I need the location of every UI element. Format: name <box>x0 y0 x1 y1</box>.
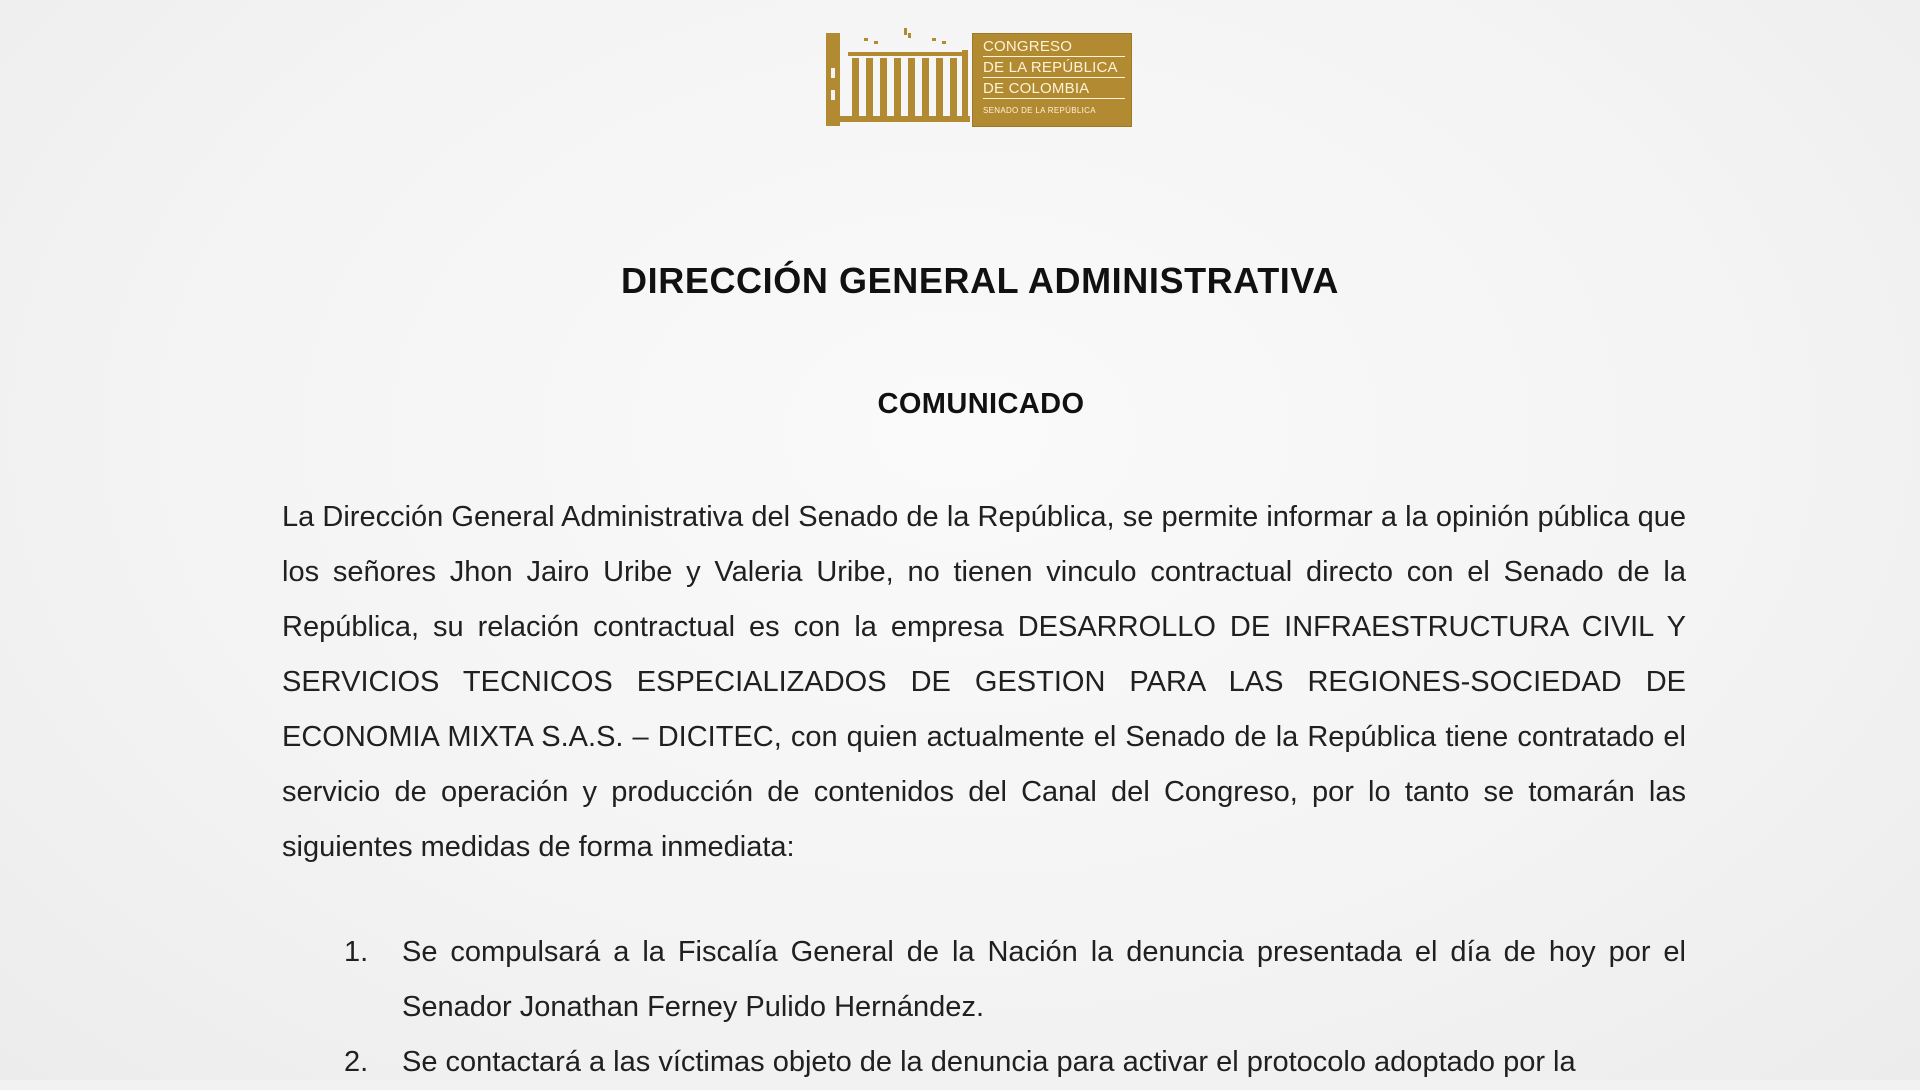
logo-line-congreso: CONGRESO <box>983 38 1073 55</box>
list-item-number: 2. <box>344 1046 369 1078</box>
communique-paragraph: La Dirección General Administrativa del Senado de la República, se permite informar a la opinión pública que los señores Jhon Jairo Uribe y Valeria Uribe, no tienen vinculo contractual directo con el Senado de la República, su relación contractual es con la empresa DESARROLLO DE INFRAESTRUCTURA CIVIL Y SERVICIOS TECNICOS ESPECIALIZADOS DE GESTION PARA LAS REGIONES-SOCIEDAD DE ECONOMIA MIXTA S.A.S. – DICITEC, con quien actualmente el Senado de la República tiene contratado el servicio de operación y producción de contenidos del Canal del Congreso, por lo tanto se tomarán las siguientes medidas de forma inmediata: <box>282 501 1686 863</box>
logo-text-panel <box>972 33 1132 127</box>
list-item-text: Se contactará a las víctimas objeto de la denuncia para activar el protocolo adoptado por la <box>402 1046 1576 1078</box>
measures-list <box>300 925 1686 1090</box>
congreso-logo <box>824 28 1138 128</box>
logo-line-senado: SENADO DE LA REPÚBLICA <box>983 106 1096 115</box>
list-item <box>300 1035 1686 1090</box>
logo-divider <box>983 56 1125 57</box>
logo-line-colombia: DE COLOMBIA <box>983 80 1090 97</box>
logo-divider <box>983 98 1125 99</box>
list-item-text: Se compulsará a la Fiscalía General de la Nación la denuncia presentada el día de hoy por el Senador Jonathan Ferney Pulido Hernández. <box>402 936 1686 1023</box>
list-item-number: 1. <box>344 936 369 968</box>
document-subtitle: COMUNICADO <box>877 388 1085 420</box>
list-item <box>300 925 1686 1035</box>
capitol-building-icon <box>824 28 970 128</box>
document-title: DIRECCIÓN GENERAL ADMINISTRATIVA <box>621 260 1339 301</box>
logo-divider <box>983 77 1125 78</box>
logo-line-republica: DE LA REPÚBLICA <box>983 59 1118 76</box>
